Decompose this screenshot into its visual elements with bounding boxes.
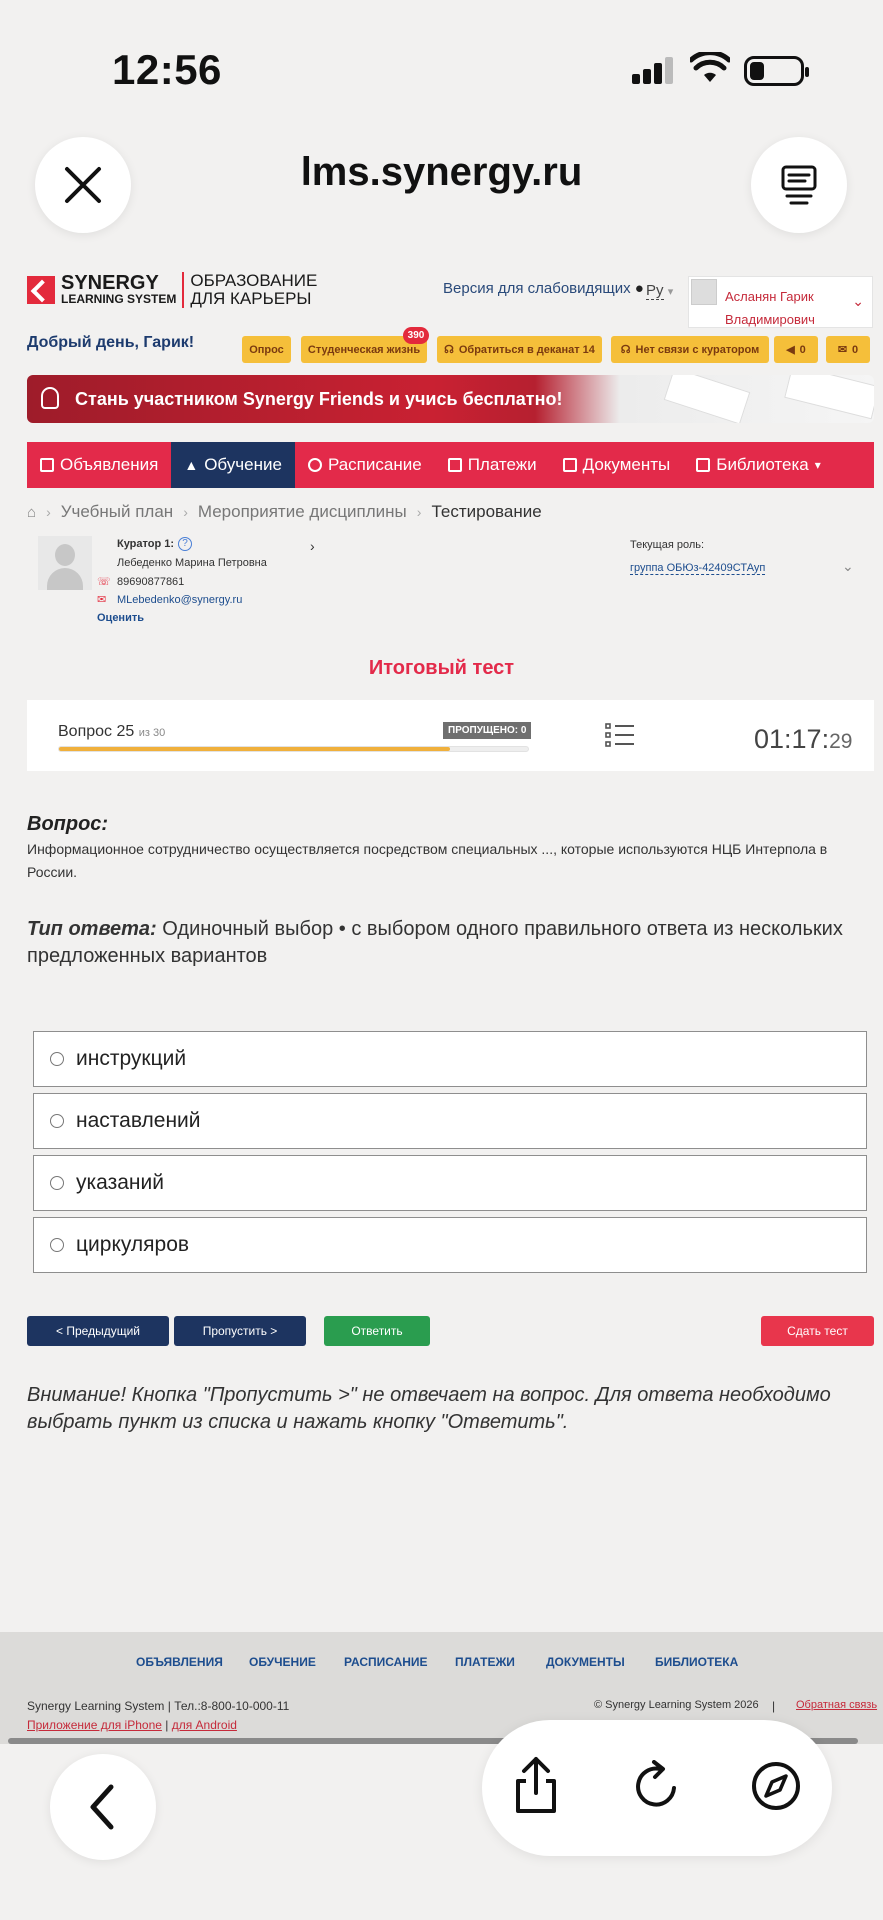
site-logo[interactable] xyxy=(27,272,317,308)
share-icon xyxy=(512,1755,560,1815)
synergy-logo-icon xyxy=(27,276,55,304)
answer-button[interactable]: Ответить xyxy=(324,1316,430,1346)
announcements-counter[interactable] xyxy=(774,336,818,363)
survey-label: Опрос xyxy=(249,343,284,356)
progress-bar xyxy=(58,746,529,752)
radio-button[interactable] xyxy=(50,1176,64,1190)
chevron-right-icon: › xyxy=(183,504,188,520)
announcements-count: 0 xyxy=(799,343,806,356)
mail-icon: ✉ xyxy=(837,344,848,356)
help-icon[interactable]: ? xyxy=(178,537,192,551)
previous-button[interactable]: < Предыдущий xyxy=(27,1316,169,1346)
footer-nav-announcements[interactable]: ОБЪЯВЛЕНИЯ xyxy=(136,1655,223,1669)
chevron-right-icon: › xyxy=(416,504,422,520)
reload-button[interactable] xyxy=(630,1760,682,1817)
phone-icon: ☏ xyxy=(97,576,111,588)
footer-divider: | xyxy=(167,1699,175,1713)
timer-seconds: 29 xyxy=(829,730,853,753)
submit-test-button[interactable]: Сдать тест xyxy=(761,1316,874,1346)
curator-title: Куратор 1: xyxy=(117,538,175,550)
contact-dean-label: Обратиться в деканат 14 xyxy=(458,343,595,356)
banner-card-image xyxy=(784,375,874,419)
graduation-cap-icon: ▲ xyxy=(184,457,199,473)
money-icon xyxy=(448,458,462,472)
back-button[interactable] xyxy=(50,1754,156,1860)
footer-divider: | xyxy=(165,1718,172,1732)
footer-company-line xyxy=(27,1699,289,1713)
browser-actions xyxy=(482,1720,832,1856)
answer-option[interactable] xyxy=(33,1155,867,1211)
accessibility-label: Версия для слабовидящих xyxy=(443,280,631,297)
avatar xyxy=(691,279,717,305)
question-text: Информационное сотрудничество осуществляется посредством специальных ..., которые используются НЦБ Интерпола в России. xyxy=(27,841,828,880)
home-icon[interactable]: ⌂ xyxy=(27,503,37,521)
rate-link[interactable]: Оценить xyxy=(97,612,144,624)
chevron-left-icon xyxy=(83,1783,123,1831)
role-label: Текущая роль: xyxy=(630,539,705,551)
nav-label: Расписание xyxy=(327,455,422,474)
logo-main: SYNERGY xyxy=(61,272,159,294)
banner-card-image xyxy=(664,375,751,423)
nav-label: Документы xyxy=(582,455,671,474)
nav-schedule[interactable] xyxy=(295,442,435,488)
footer-nav-schedule[interactable]: РАСПИСАНИЕ xyxy=(344,1655,428,1669)
question-list-icon[interactable] xyxy=(605,722,635,748)
option-label: указаний xyxy=(76,1171,164,1194)
question-counter xyxy=(58,723,165,741)
footer-phone[interactable]: Тел.:8-800-10-000-11 xyxy=(174,1699,290,1713)
curator-phone[interactable]: 89690877861 xyxy=(117,576,185,588)
mail-counter[interactable] xyxy=(826,336,870,363)
user-menu[interactable] xyxy=(688,276,873,328)
nav-learning[interactable] xyxy=(171,442,295,488)
app-iphone-link[interactable]: Приложение для iPhone xyxy=(27,1718,162,1732)
eye-icon: ● xyxy=(634,280,644,297)
clock: 12:56 xyxy=(112,46,222,93)
user-name-line-1: Асланян Гарик xyxy=(725,289,814,304)
language-select[interactable] xyxy=(646,282,673,299)
greeting: Добрый день, Гарик! xyxy=(27,334,195,351)
question-total: из 30 xyxy=(138,727,166,739)
progress-fill xyxy=(59,747,450,751)
megaphone-icon: ◀ xyxy=(786,344,795,356)
question-number: Вопрос 25 xyxy=(58,723,135,740)
hand-pointer-icon xyxy=(41,387,59,409)
question-panel xyxy=(27,700,874,771)
footer-apps-line xyxy=(27,1718,237,1732)
option-label: циркуляров xyxy=(76,1233,190,1256)
curator-email[interactable]: MLebedenko@synergy.ru xyxy=(117,594,243,606)
chevron-down-icon: ▾ xyxy=(667,286,674,298)
chevron-right-icon[interactable]: › xyxy=(310,538,315,554)
breadcrumb xyxy=(27,502,542,522)
skipped-badge: ПРОПУЩЕНО: 0 xyxy=(443,722,531,739)
no-curator-label: Нет связи с куратором xyxy=(635,343,760,356)
wifi-icon xyxy=(690,52,730,84)
nav-label: Обучение xyxy=(204,455,282,474)
curator-avatar xyxy=(38,536,92,590)
headset-icon: ☊ xyxy=(620,344,631,356)
radio-button[interactable] xyxy=(50,1238,64,1252)
language-value: Ру xyxy=(646,282,664,299)
breadcrumb-study-plan[interactable]: Учебный план xyxy=(60,502,174,521)
reader-mode-button[interactable] xyxy=(751,137,847,233)
contact-dean-button[interactable] xyxy=(437,336,602,363)
notification-badge: 390 xyxy=(403,327,429,344)
answer-type xyxy=(27,916,857,970)
footer-copyright: © Synergy Learning System 2026 xyxy=(594,1699,759,1711)
nav-label: Библиотека xyxy=(716,455,809,474)
answer-option[interactable] xyxy=(33,1093,867,1149)
countdown-timer xyxy=(754,724,852,755)
reload-icon xyxy=(630,1760,682,1812)
footer-company: Synergy Learning System xyxy=(27,1699,165,1713)
option-label: наставлений xyxy=(76,1109,201,1132)
compass-icon xyxy=(750,1760,802,1812)
chevron-down-icon: ▾ xyxy=(814,458,821,472)
browser-app-button[interactable] xyxy=(750,1760,802,1817)
answer-type-text: Одиночный выбор • с выбором одного правильного ответа из нескольких предложенных вариантов xyxy=(27,918,843,967)
feedback-link[interactable]: Обратная связь xyxy=(796,1699,878,1711)
footer-nav-library[interactable]: БИБЛИОТЕКА xyxy=(655,1655,739,1669)
radio-button[interactable] xyxy=(50,1052,64,1066)
question-heading: Вопрос: xyxy=(27,813,109,835)
role-select[interactable]: группа ОБЮз-42409СТАуп xyxy=(630,562,766,574)
warning-note: Внимание! Кнопка "Пропустить >" не отвечает на вопрос. Для ответа необходимо выбрать пункт из списка и нажать кнопку "Ответить". xyxy=(27,1384,831,1433)
headset-icon: ☊ xyxy=(444,344,454,356)
timer-main: 01:17: xyxy=(754,724,830,754)
footer-nav-payments[interactable]: ПЛАТЕЖИ xyxy=(455,1655,515,1669)
document-icon xyxy=(563,458,577,472)
survey-button[interactable] xyxy=(242,336,291,363)
chevron-down-icon[interactable]: ⌄ xyxy=(842,558,854,574)
logo-tagline-1: ОБРАЗОВАНИЕ xyxy=(190,271,318,290)
skip-button[interactable]: Пропустить > xyxy=(174,1316,306,1346)
share-button[interactable] xyxy=(512,1755,560,1820)
no-curator-contact-button[interactable] xyxy=(611,336,769,363)
nav-library[interactable] xyxy=(683,442,833,488)
battery-icon xyxy=(744,56,804,86)
clock-icon xyxy=(308,458,322,472)
logo-sub: LEARNING SYSTEM xyxy=(61,292,177,306)
footer-nav-documents[interactable]: ДОКУМЕНТЫ xyxy=(546,1655,625,1669)
page-menu-icon xyxy=(779,163,819,207)
nav-payments[interactable] xyxy=(435,442,550,488)
banner-text: Стань участником Synergy Friends и учись бесплатно! xyxy=(75,389,563,409)
mail-count: 0 xyxy=(852,343,859,356)
cellular-signal-icon xyxy=(632,57,673,84)
url-bar[interactable]: lms.synergy.ru xyxy=(300,150,583,194)
nav-label: Объявления xyxy=(60,455,159,474)
breadcrumb-current: Тестирование xyxy=(431,502,542,521)
user-name xyxy=(725,285,815,331)
student-life-label: Студенческая жизнь xyxy=(307,343,421,356)
test-title: Итоговый тест xyxy=(368,657,515,679)
curator-name: Лебеденко Марина Петровна xyxy=(117,557,267,569)
mail-icon: ✉ xyxy=(97,594,107,606)
newspaper-icon xyxy=(40,458,54,472)
footer-nav-learning[interactable]: ОБУЧЕНИЕ xyxy=(249,1655,316,1669)
logo-tagline-2: ДЛЯ КАРЬЕРЫ xyxy=(190,289,312,308)
nav-announcements[interactable] xyxy=(27,442,171,488)
promo-banner[interactable] xyxy=(27,375,874,423)
accessibility-link[interactable] xyxy=(443,280,644,297)
main-nav xyxy=(27,442,874,488)
status-bar xyxy=(0,0,883,130)
answer-type-label: Тип ответа: xyxy=(27,918,157,940)
footer-divider: | xyxy=(772,1699,776,1713)
answer-option[interactable] xyxy=(33,1031,867,1087)
nav-label: Платежи xyxy=(467,455,537,474)
user-name-line-2: Владимирович xyxy=(725,312,815,327)
chevron-down-icon: ⌄ xyxy=(852,293,864,309)
answer-option[interactable] xyxy=(33,1217,867,1273)
nav-documents[interactable] xyxy=(550,442,684,488)
book-icon xyxy=(696,458,710,472)
radio-button[interactable] xyxy=(50,1114,64,1128)
chevron-right-icon: › xyxy=(46,504,51,520)
option-label: инструкций xyxy=(76,1047,187,1070)
logo-divider xyxy=(182,272,184,308)
breadcrumb-discipline-event[interactable]: Мероприятие дисциплины xyxy=(197,502,407,521)
app-android-link[interactable]: для Android xyxy=(171,1718,237,1732)
